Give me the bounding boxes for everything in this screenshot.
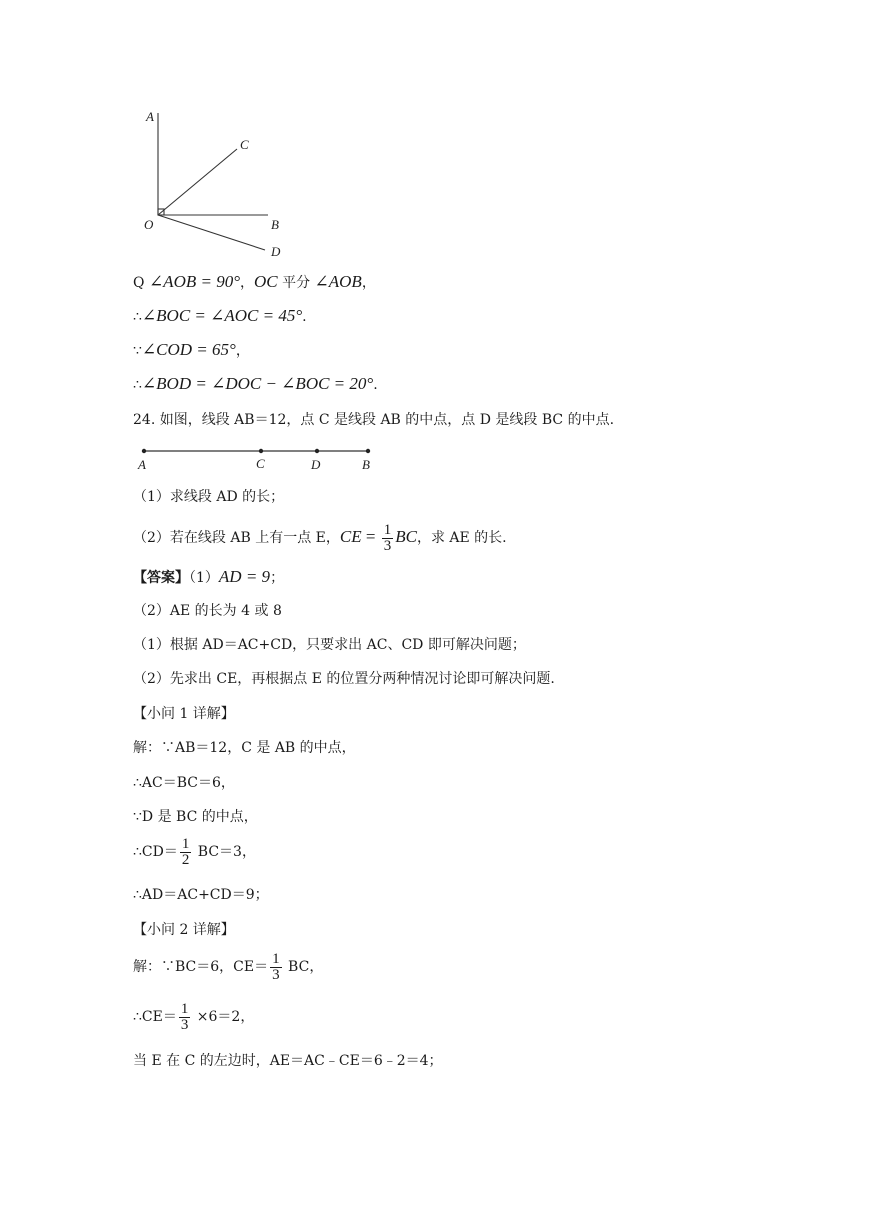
answer-2: （2）AE 的长为 4 或 8 (133, 603, 282, 619)
fraction-one-third (179, 1002, 191, 1033)
because-symbol: ∵ (133, 343, 142, 359)
part-1-title: 【小问 1 详解】 (133, 706, 235, 722)
math-cod: ∠COD = 65° (141, 340, 236, 359)
proof-line-1 (133, 272, 376, 293)
segment-figure (134, 442, 384, 472)
math-boc-aoc: ∠BOC = ∠AOC = 45° (141, 306, 303, 325)
math-ce: CE (339, 527, 362, 546)
sub2-text: （2）若在线段 AB 上有一点 E， (133, 530, 340, 546)
step-text: ∴CD＝ (133, 844, 178, 860)
ray-oc (158, 149, 237, 215)
seg-label-d: D (311, 457, 321, 472)
proof-line-4 (133, 374, 378, 395)
label-b: B (271, 217, 279, 232)
part-2-step-2 (133, 1000, 254, 1034)
hint-1: （1）根据 AD＝AC+CD，只要求出 AC、CD 即可解决问题； (133, 637, 526, 653)
step-text: ∴CE＝ (133, 1009, 177, 1025)
proof-line-2 (133, 306, 307, 327)
denominator: 3 (383, 537, 392, 554)
symbol-q: Q (133, 275, 145, 291)
step-text: 解：∵BC＝6，CE＝ (133, 959, 269, 975)
seg-label-a: A (138, 457, 146, 472)
denominator: 3 (272, 966, 280, 983)
math-oc: OC (254, 272, 278, 291)
label-d: D (271, 244, 281, 259)
text-bisect: 平分 (277, 275, 315, 291)
punct: . (373, 377, 378, 393)
label-c: C (240, 137, 249, 152)
point-b (366, 449, 370, 453)
step-text: BC＝3， (193, 844, 256, 860)
numerator: 1 (383, 521, 392, 538)
part-2-title: 【小问 2 详解】 (133, 922, 235, 938)
answer-line (133, 567, 284, 588)
label-o: O (144, 217, 154, 232)
point-c (259, 449, 263, 453)
question-24-stem: 24. 如图，线段 AB＝12，点 C 是线段 AB 的中点，点 D 是线段 BC 的中点. (133, 412, 615, 428)
step-text: BC， (283, 959, 324, 975)
point-a (142, 449, 146, 453)
punct: . (302, 309, 307, 325)
fraction-one-half (180, 837, 192, 868)
label-a: A (146, 109, 154, 124)
fraction-one-third (382, 523, 394, 554)
math-bod: ∠BOD = ∠DOC − ∠BOC = 20° (141, 374, 374, 393)
fraction-one-third (270, 952, 282, 983)
answer-tag: 【答案】 (133, 570, 189, 586)
part-2-step-1 (133, 950, 323, 984)
punct: ， (235, 343, 250, 359)
point-d (315, 449, 319, 453)
sub2-end: ，求 AE 的长. (416, 530, 507, 546)
sub-question-1: （1）求线段 AD 的长； (133, 489, 285, 505)
hint-2: （2）先求出 CE，再根据点 E 的位置分两种情况讨论即可解决问题. (133, 671, 555, 687)
numerator: 1 (272, 950, 280, 967)
proof-line-3 (133, 340, 250, 361)
math-ad-9: AD = 9 (218, 567, 271, 586)
numerator: 1 (181, 835, 190, 852)
punct: ， (361, 275, 376, 291)
denominator: 3 (180, 1016, 189, 1033)
part-1-step-4 (133, 835, 256, 869)
equals: = (361, 527, 380, 546)
numerator: 1 (180, 1000, 189, 1017)
seg-label-b: B (362, 457, 370, 472)
answer-1-prefix: （1） (189, 570, 219, 586)
seg-label-c: C (256, 456, 265, 471)
math-aob: ∠AOB (314, 272, 362, 291)
denominator: 2 (181, 851, 190, 868)
angle-figure (140, 105, 300, 265)
ray-od (158, 215, 265, 250)
part-1-step-2: ∴AC＝BC＝6， (133, 775, 235, 791)
therefore-symbol: ∴ (133, 309, 142, 325)
punct: ， (240, 275, 254, 291)
part-1-step-1: 解：∵AB＝12，C 是 AB 的中点， (133, 740, 356, 756)
sub-question-2 (133, 520, 507, 555)
part-2-step-3: 当 E 在 C 的左边时，AE＝AC﹣CE＝6﹣2＝4； (133, 1053, 443, 1069)
part-1-step-3: ∵D 是 BC 的中点， (133, 809, 258, 825)
math-aob-90: ∠AOB = 90° (148, 272, 240, 291)
punct: ； (270, 570, 285, 586)
step-text: ×6＝2， (192, 1009, 255, 1025)
therefore-symbol: ∴ (133, 377, 142, 393)
part-1-step-5: ∴AD＝AC+CD＝9； (133, 887, 269, 903)
math-bc: BC (395, 527, 417, 546)
